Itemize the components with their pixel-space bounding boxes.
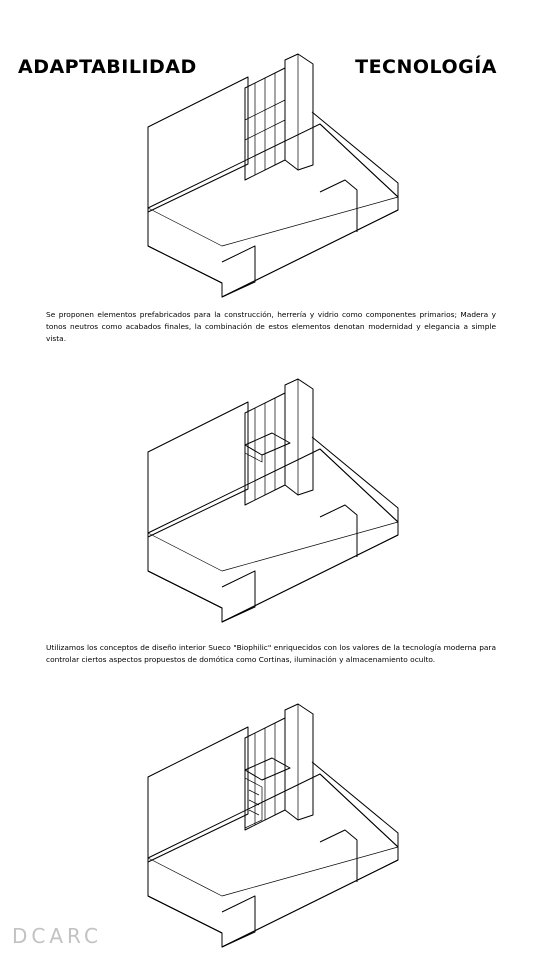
adaptabilidad-title: ADAPTABILIDAD	[18, 56, 197, 78]
isometric-room-drawing-2	[0, 345, 540, 645]
dcarc-logo: DCARC	[12, 924, 102, 948]
isometric-room-drawing-1	[0, 20, 540, 320]
tecnologia-title: TECNOLOGÍA	[355, 56, 497, 78]
description-paragraph-1: Se proponen elementos prefabricados para la construcción, herrería y vidrio como componentes primarios; Madera y tonos neutros como acabados finales, la combinación de estos elementos denotan modernidad y elegancia a simple vista.	[46, 310, 496, 343]
description-paragraph-2: Utilizamos los conceptos de diseño interior Sueco "Biophilic" enriquecidos con los valores de la tecnología moderna para controlar ciertos aspectos propuestos de domótica como Cortinas, iluminación y almacenamiento oculto.	[46, 643, 496, 664]
